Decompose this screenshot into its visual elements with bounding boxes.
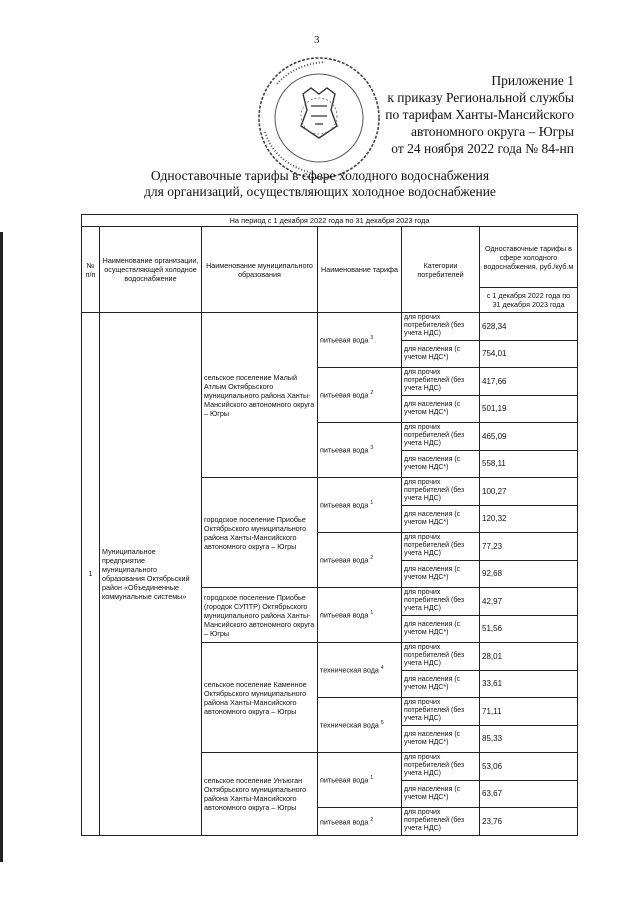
appendix-line: Приложение 1 bbox=[491, 73, 574, 88]
tariff-value: 754,01 bbox=[480, 340, 578, 368]
category-population: для населения (с учетом НДС*) bbox=[402, 560, 480, 588]
tariff-value: 465,09 bbox=[480, 423, 578, 451]
category-other: для прочих потребителей (без учета НДС) bbox=[402, 753, 480, 781]
tariff-name: техническая вода $^5$ bbox=[318, 698, 402, 753]
category-other: для прочих потребителей (без учета НДС) bbox=[402, 423, 480, 451]
category-population: для населения (с учетом НДС*) bbox=[402, 780, 480, 808]
municipality-name: сельское поселение Каменное Октябрьского муниципального района Ханты-Мансийского автономного округа – Югры bbox=[202, 643, 318, 753]
tariff-table bbox=[81, 214, 578, 836]
category-other: для прочих потребителей (без учета НДС) bbox=[402, 313, 480, 341]
category-other: для прочих потребителей (без учета НДС) bbox=[402, 643, 480, 671]
col-header-tariff-period: с 1 декабря 2022 года по 31 декабря 2023 года bbox=[480, 288, 578, 313]
category-other: для прочих потребителей (без учета НДС) bbox=[402, 478, 480, 506]
tariff-name: питьевая вода $^3$ bbox=[318, 313, 402, 368]
tariff-value: 92,68 bbox=[480, 560, 578, 588]
municipality-name: сельское поселение Унъюган Октябрьского муниципального района Ханты-Мансийского автономного округа – Югры bbox=[202, 753, 318, 836]
tariff-name: питьевая вода $^3$ bbox=[318, 423, 402, 478]
col-header-municipality: Наименование муниципального образования bbox=[202, 227, 318, 313]
tariff-value: 85,33 bbox=[480, 725, 578, 753]
tariff-name: техническая вода $^4$ bbox=[318, 643, 402, 698]
col-header-num: № п/п bbox=[82, 227, 100, 313]
tariff-value: 53,06 bbox=[480, 753, 578, 781]
tariff-name: питьевая вода $^1$ bbox=[318, 753, 402, 808]
appendix-line: к приказу Региональной службы bbox=[387, 90, 574, 105]
tariff-value: 77,23 bbox=[480, 533, 578, 561]
row-number: 1 bbox=[82, 313, 100, 836]
tariff-value: 501,19 bbox=[480, 395, 578, 423]
tariff-value: 33,61 bbox=[480, 670, 578, 698]
tariff-value: 28,01 bbox=[480, 643, 578, 671]
tariff-value: 51,56 bbox=[480, 615, 578, 643]
col-header-org: Наименование организации, осуществляющей холодное водоснабжение bbox=[100, 227, 202, 313]
tariff-value: 42,97 bbox=[480, 588, 578, 616]
col-header-tariff-name: Наименование тарифа bbox=[318, 227, 402, 313]
category-population: для населения (с учетом НДС*) bbox=[402, 725, 480, 753]
title-line: для организаций, осуществляющих холодное водоснабжение bbox=[144, 184, 496, 199]
col-header-category: Категории потребителей bbox=[402, 227, 480, 313]
category-other: для прочих потребителей (без учета НДС) bbox=[402, 368, 480, 396]
category-other: для прочих потребителей (без учета НДС) bbox=[402, 533, 480, 561]
tariff-value: 71,11 bbox=[480, 698, 578, 726]
tariff-value: 100,27 bbox=[480, 478, 578, 506]
document-title bbox=[0, 168, 640, 200]
title-line: Одноставочные тарифы в сфере холодного водоснабжения bbox=[150, 168, 490, 183]
tariff-value: 628,34 bbox=[480, 313, 578, 341]
tariff-name: питьевая вода $^2$ bbox=[318, 533, 402, 588]
category-population: для населения (с учетом НДС*) bbox=[402, 670, 480, 698]
tariff-value: 63,67 bbox=[480, 780, 578, 808]
organization-name: Муниципальное предприятие муниципального образования Октябрьский район «Объединенные коммунальные системы» bbox=[100, 313, 202, 836]
category-population: для населения (с учетом НДС*) bbox=[402, 450, 480, 478]
tariff-name: питьевая вода $^2$ bbox=[318, 368, 402, 423]
appendix-line: от 24 ноября 2022 года № 84-нп bbox=[391, 141, 574, 156]
appendix-header bbox=[334, 72, 574, 157]
tariff-value: 417,66 bbox=[480, 368, 578, 396]
period-header: На период с 1 декабря 2022 года по 31 декабря 2023 года bbox=[82, 215, 578, 227]
municipality-name: сельское поселение Малый Атлым Октябрьского муниципального района Ханты-Мансийского автономного округа – Югры bbox=[202, 313, 318, 478]
appendix-line: автономного округа – Югры bbox=[411, 124, 574, 139]
scan-edge-bar bbox=[0, 232, 3, 862]
page-number: 3 bbox=[314, 34, 320, 46]
col-header-tariff-value: Одноставочные тарифы в сфере холодного водоснабжения, руб./куб.м bbox=[480, 227, 578, 288]
tariff-value: 23,76 bbox=[480, 808, 578, 836]
tariff-value: 558,11 bbox=[480, 450, 578, 478]
tariff-name: питьевая вода $^1$ bbox=[318, 478, 402, 533]
appendix-line: по тарифам Ханты-Мансийского bbox=[385, 107, 574, 122]
table-row bbox=[82, 313, 578, 341]
category-population: для населения (с учетом НДС*) bbox=[402, 340, 480, 368]
category-population: для населения (с учетом НДС*) bbox=[402, 395, 480, 423]
category-population: для населения (с учетом НДС*) bbox=[402, 505, 480, 533]
tariff-value: 120,32 bbox=[480, 505, 578, 533]
tariff-name: питьевая вода $^1$ bbox=[318, 588, 402, 643]
municipality-name: городское поселение Приобье Октябрьского муниципального района Ханты-Мансийского автономного округа – Югры bbox=[202, 478, 318, 588]
category-population: для населения (с учетом НДС*) bbox=[402, 615, 480, 643]
category-other: для прочих потребителей (без учета НДС) bbox=[402, 698, 480, 726]
category-other: для прочих потребителей (без учета НДС) bbox=[402, 808, 480, 836]
municipality-name: городское поселение Приобье (городок СУПТР) Октябрьского муниципального района Ханты-Мансийского автономного округа – Югры bbox=[202, 588, 318, 643]
tariff-name: питьевая вода $^2$ bbox=[318, 808, 402, 836]
category-other: для прочих потребителей (без учета НДС) bbox=[402, 588, 480, 616]
